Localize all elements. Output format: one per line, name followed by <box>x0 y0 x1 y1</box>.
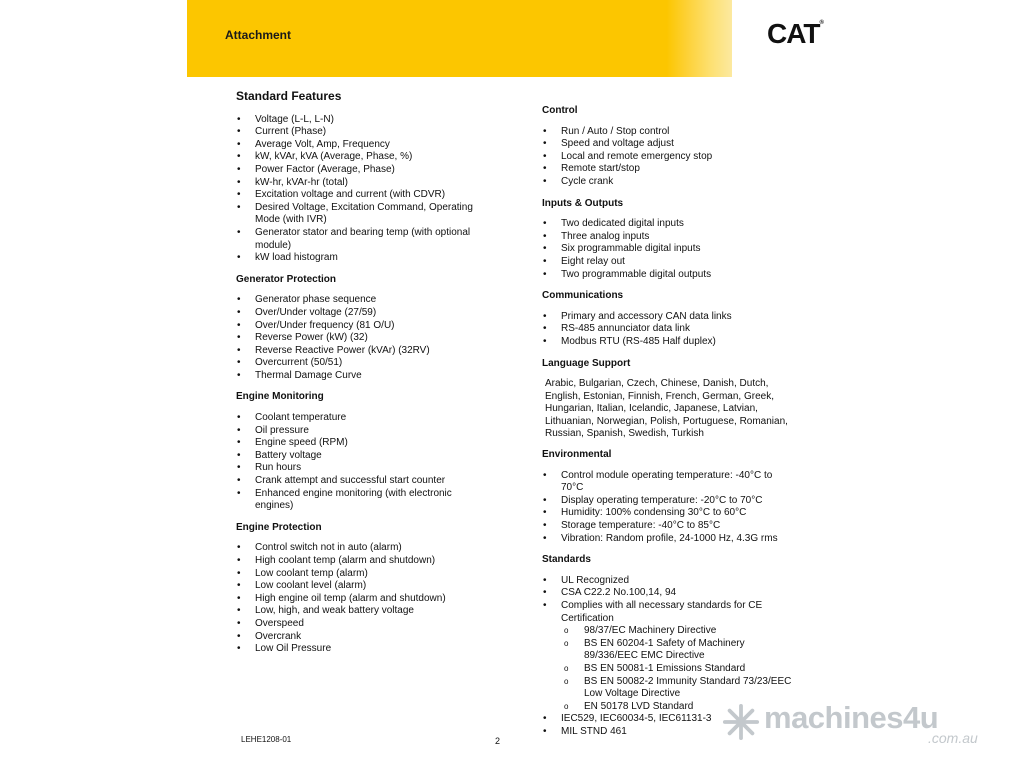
watermark-domain: .com.au <box>928 730 978 746</box>
left-column <box>236 90 476 665</box>
cat-logo <box>767 20 824 48</box>
engine-protection-title: Engine Protection <box>236 521 322 533</box>
list-item: • Battery voltage <box>236 450 476 463</box>
list-item: • Engine speed (RPM) <box>236 437 476 450</box>
inputs-outputs-title: Inputs & Outputs <box>542 197 624 209</box>
list-item: • Average Volt, Amp, Frequency <box>236 139 476 152</box>
language-support-text: Arabic, Bulgarian, Czech, Chinese, Danish, Dutch, English, Estonian, Finnish, French, German, Greek, Hungarian, Italian, Icelandic, Japanese, Latvian, Lithuanian, Norwegian, Polish, Portuguese, Romanian, Russian, Spanish, Swedish, Turkish <box>545 378 788 440</box>
engine-monitoring-title: Engine Monitoring <box>236 391 324 403</box>
list-item: o 98/37/EC Machinery Directive <box>564 625 797 638</box>
list-item: • Over/Under frequency (81 O/U) <box>236 320 476 333</box>
list-item: • Overcurrent (50/51) <box>236 357 476 370</box>
list-item: • Overcrank <box>236 631 476 644</box>
list-item: • Over/Under voltage (27/59) <box>236 307 476 320</box>
list-item: • Low, high, and weak battery voltage <box>236 605 476 618</box>
list-item: • Speed and voltage adjust <box>542 138 797 151</box>
engine-monitoring-list <box>236 412 476 513</box>
header-title: Attachment <box>225 28 292 42</box>
list-item: o BS EN 50081-1 Emissions Standard <box>564 663 797 676</box>
list-item: • Reverse Power (kW) (32) <box>236 332 476 345</box>
list-item: • kW-hr, kVAr-hr (total) <box>236 177 476 190</box>
list-item: • Run / Auto / Stop control <box>542 126 797 139</box>
engine-protection-list <box>236 542 476 655</box>
list-item: • IEC529, IEC60034-5, IEC61131-3 <box>542 713 797 726</box>
list-item: • Complies with all necessary standards for CE Certification <box>542 600 797 625</box>
list-item: • Desired Voltage, Excitation Command, Operating Mode (with IVR) <box>236 202 476 227</box>
list-item: • Display operating temperature: -20°C to 70°C <box>542 495 797 508</box>
list-item: • Generator stator and bearing temp (with optional module) <box>236 227 476 252</box>
list-item: • UL Recognized <box>542 575 797 588</box>
list-item: • Two dedicated digital inputs <box>542 218 797 231</box>
header-banner <box>187 0 732 77</box>
list-item: • Modbus RTU (RS-485 Half duplex) <box>542 336 797 349</box>
list-item: • Control switch not in auto (alarm) <box>236 542 476 555</box>
list-item: • Control module operating temperature: -40°C to 70°C <box>542 470 797 495</box>
list-item: o BS EN 60204-1 Safety of Machinery 89/336/EEC EMC Directive <box>564 638 797 663</box>
watermark-text: machines4u <box>764 700 939 735</box>
right-column <box>542 105 797 748</box>
list-item: • Two programmable digital outputs <box>542 269 797 282</box>
list-item: • Current (Phase) <box>236 126 476 139</box>
list-item: • Low Oil Pressure <box>236 643 476 656</box>
list-item: • Vibration: Random profile, 24-1000 Hz, 4.3G rms <box>542 533 797 546</box>
list-item: • Generator phase sequence <box>236 294 476 307</box>
list-item: • High coolant temp (alarm and shutdown) <box>236 555 476 568</box>
generator-protection-title: Generator Protection <box>236 273 337 285</box>
list-item: • Local and remote emergency stop <box>542 151 797 164</box>
generator-protection-list <box>236 294 476 382</box>
list-item: • Coolant temperature <box>236 412 476 425</box>
language-support-title: Language Support <box>542 357 631 369</box>
list-item: • MIL STND 461 <box>542 726 797 739</box>
list-item: • Power Factor (Average, Phase) <box>236 164 476 177</box>
list-item: • Low coolant temp (alarm) <box>236 568 476 581</box>
trademark-mark: ® <box>819 20 824 26</box>
control-title: Control <box>542 105 578 116</box>
list-item: • Crank attempt and successful start counter <box>236 475 476 488</box>
list-item: o BS EN 50082-2 Immunity Standard 73/23/EEC Low Voltage Directive <box>564 676 797 701</box>
list-item: • Enhanced engine monitoring (with electronic engines) <box>236 488 476 513</box>
snowflake-logo-icon <box>722 703 760 741</box>
inputs-outputs-list <box>542 218 797 281</box>
list-item: • CSA C22.2 No.100,14, 94 <box>542 587 797 600</box>
list-item: • High engine oil temp (alarm and shutdown) <box>236 593 476 606</box>
cat-logo-text: CAT <box>767 18 820 49</box>
list-item: • Voltage (L-L, L-N) <box>236 114 476 127</box>
environmental-list <box>542 470 797 546</box>
list-item: • Three analog inputs <box>542 231 797 244</box>
list-item: • Cycle crank <box>542 176 797 189</box>
list-item: o EN 50178 LVD Standard <box>564 701 797 714</box>
list-item: • Run hours <box>236 462 476 475</box>
list-item: • Primary and accessory CAN data links <box>542 311 797 324</box>
watermark <box>722 700 992 750</box>
communications-list <box>542 311 797 349</box>
communications-title: Communications <box>542 290 624 302</box>
list-item: • Remote start/stop <box>542 163 797 176</box>
page-number: 2 <box>495 736 501 746</box>
list-item: • kW load histogram <box>236 252 476 265</box>
standards-title: Standards <box>542 554 591 566</box>
list-item: • Overspeed <box>236 618 476 631</box>
list-item: • Low coolant level (alarm) <box>236 580 476 593</box>
standard-features-list <box>236 114 476 265</box>
list-item: • RS-485 annunciator data link <box>542 323 797 336</box>
list-item: • Thermal Damage Curve <box>236 370 476 383</box>
list-item: • Six programmable digital inputs <box>542 243 797 256</box>
control-list <box>542 126 797 189</box>
environmental-title: Environmental <box>542 449 612 461</box>
list-item: • Humidity: 100% condensing 30°C to 60°C <box>542 507 797 520</box>
list-item: • Reverse Reactive Power (kVAr) (32RV) <box>236 345 476 358</box>
list-item: • Oil pressure <box>236 425 476 438</box>
list-item: • Eight relay out <box>542 256 797 269</box>
list-item: • kW, kVAr, kVA (Average, Phase, %) <box>236 151 476 164</box>
list-item: • Excitation voltage and current (with CDVR) <box>236 189 476 202</box>
standard-features-title: Standard Features <box>236 89 342 103</box>
list-item: • Storage temperature: -40°C to 85°C <box>542 520 797 533</box>
standards-list <box>542 575 797 625</box>
document-code: LEHE1208-01 <box>241 735 292 744</box>
